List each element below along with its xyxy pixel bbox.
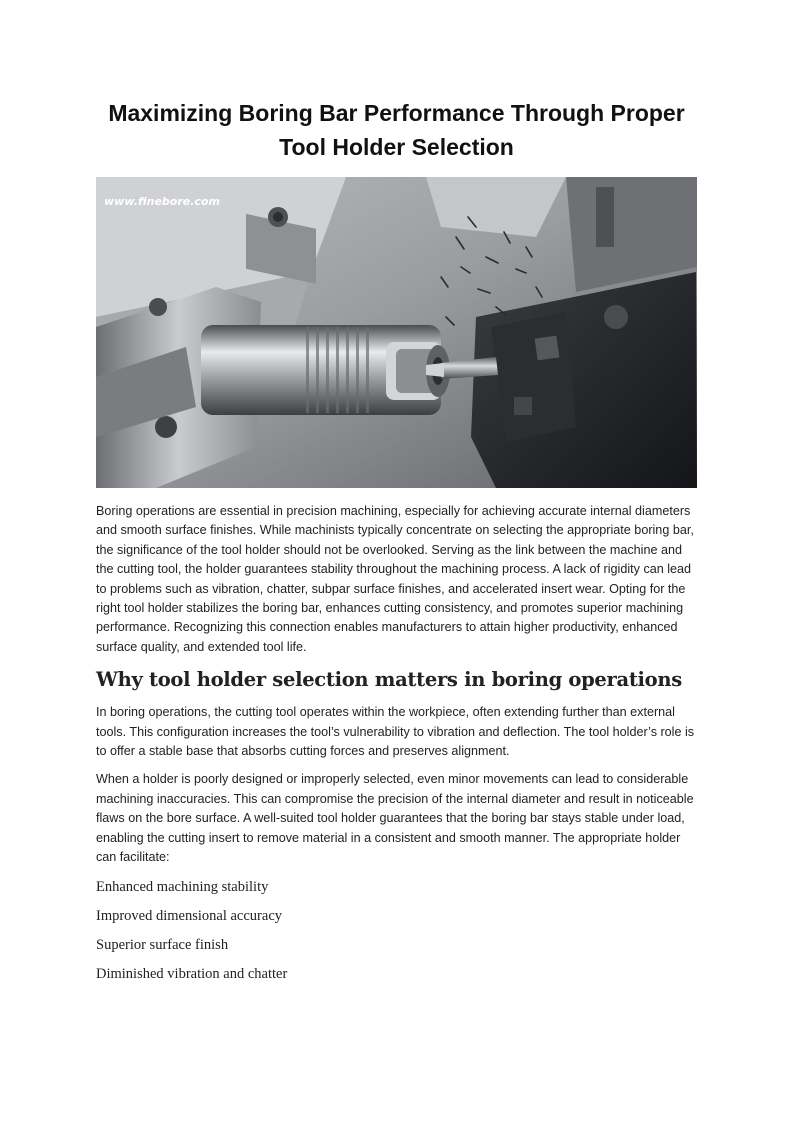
body-paragraph-1: In boring operations, the cutting tool operates within the workpiece, often extending further than external tools. This configuration increases the tool’s vulnerability to vibration and deflection. The tool holder’s role is to offer a stable base that absorbs cutting forces and preserves alignment. (96, 705, 695, 759)
article-title-line-2: Tool Holder Selection (279, 134, 514, 160)
benefit-list (96, 877, 697, 984)
body-paragraph-2: When a holder is poorly designed or improperly selected, even minor movements can lead to considerable machining inaccuracies. This can compromise the precision of the internal diameter and result in noticeable flaws on the bore surface. A well-suited tool holder guarantees that the boring bar stays stable under load, enabling the cutting insert to remove material in a consistent and smooth manner. The appropriate holder can facilitate: (96, 772, 694, 865)
article-title-line-1: Maximizing Boring Bar Performance Through Proper (108, 100, 685, 126)
image-watermark: www.finebore.com (104, 195, 220, 208)
section-heading: Why tool holder selection matters in boring operations (96, 668, 682, 692)
intro-paragraph: Boring operations are essential in precision machining, especially for achieving accurate internal diameters and smooth surface finishes. While machinists typically concentrate on selecting the appropriate boring bar, the significance of the tool holder should not be overlooked. Serving as the link between the machine and the cutting tool, the holder guarantees stability throughout the machining process. A lack of rigidity can lead to problems such as vibration, chatter, subpar surface finishes, and accelerated insert wear. Opting for the right tool holder stabilizes the boring bar, enhances cutting consistency, and promotes superior machining performance. Recognizing this connection enables manufacturers to attain higher productivity, enhanced surface quality, and extended tool life. (96, 504, 694, 654)
document-page (96, 96, 697, 982)
list-item: Improved dimensional accuracy (96, 907, 283, 924)
hero-image-lathe-boring (96, 177, 697, 488)
list-item: Superior surface finish (96, 936, 229, 953)
list-item: Enhanced machining stability (96, 878, 269, 895)
list-item: Diminished vibration and chatter (96, 965, 288, 982)
article-body (96, 502, 697, 993)
article-title (96, 96, 697, 164)
